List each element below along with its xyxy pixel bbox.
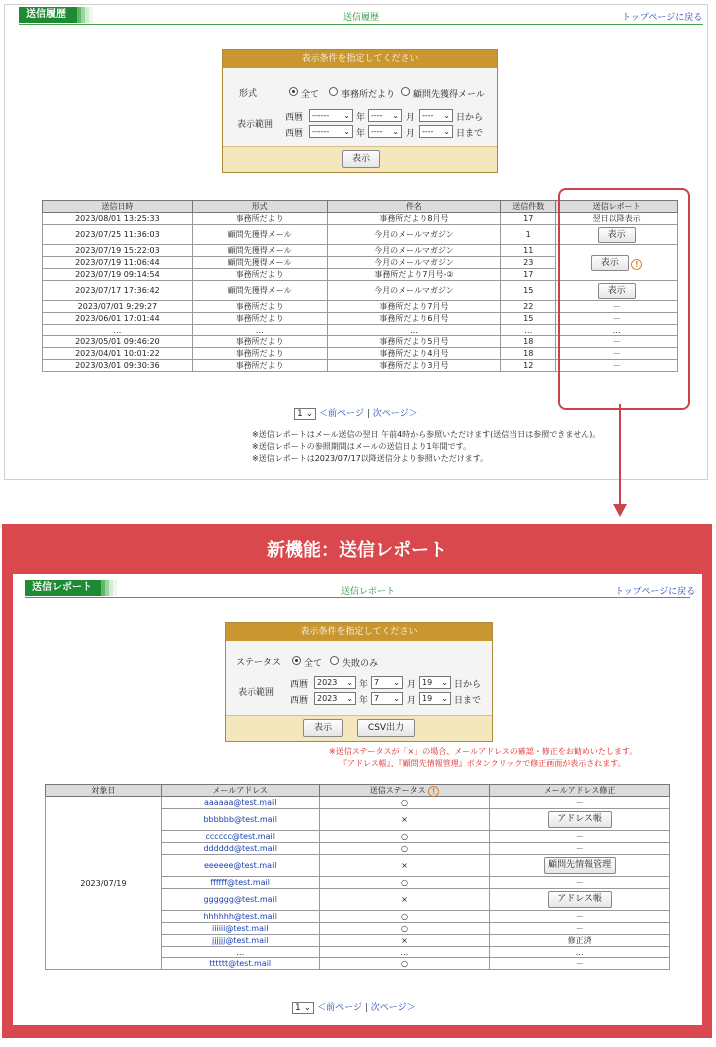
cell-report: 翌日以降表示 bbox=[556, 213, 678, 225]
cell-status: ○ bbox=[319, 843, 490, 855]
chevron-down-icon: ⌄ bbox=[392, 127, 399, 136]
next-page-link[interactable]: 次ページ＞ bbox=[372, 409, 418, 419]
cell-format: 顧問先獲得メール bbox=[192, 281, 327, 301]
cell-subject: 事務所だより4月号 bbox=[327, 348, 501, 360]
cell-report: － bbox=[556, 336, 678, 348]
condition-box bbox=[222, 49, 498, 173]
cell-subject: 事務所だより6月号 bbox=[327, 313, 501, 325]
from-day-select[interactable] bbox=[419, 109, 453, 122]
address-book-button[interactable]: アドレス帳 bbox=[548, 811, 612, 828]
day-to-label: 日まで bbox=[454, 696, 482, 706]
chevron-down-icon: ⌄ bbox=[393, 694, 400, 703]
tab-stripes bbox=[77, 7, 93, 23]
csv-export-button[interactable]: CSV出力 bbox=[357, 719, 415, 737]
page-title: 送信履歴 bbox=[343, 13, 380, 23]
from-year-select[interactable] bbox=[314, 676, 356, 689]
from-day-value: 19 bbox=[422, 678, 433, 687]
cell-format: 事務所だより bbox=[192, 269, 327, 281]
pager-separator: | bbox=[364, 1003, 368, 1013]
col-subject: 件名 bbox=[327, 201, 501, 213]
radio-client-mail[interactable] bbox=[401, 87, 410, 96]
cell-report: － bbox=[556, 313, 678, 325]
new-feature-panel bbox=[2, 524, 712, 1038]
email-link[interactable]: iiiiii@test.mail bbox=[212, 924, 269, 933]
cell-report: － bbox=[556, 348, 678, 360]
cell-email-fix: － bbox=[490, 911, 670, 923]
cell-email-fix: － bbox=[490, 877, 670, 889]
cell-email bbox=[161, 889, 319, 911]
from-day-value: ---- bbox=[422, 111, 434, 120]
cell-date: 2023/07/19 11:06:44 bbox=[43, 257, 193, 269]
cell-subject: 事務所だより8月号 bbox=[327, 213, 501, 225]
cell-email: … bbox=[161, 947, 319, 958]
cell-date: 2023/07/19 15:22:03 bbox=[43, 245, 193, 257]
report-column-highlight bbox=[558, 188, 690, 410]
report-show-button[interactable]: 表示 bbox=[598, 283, 636, 299]
year-unit-to: 年 bbox=[356, 129, 366, 139]
status-label: ステータス bbox=[236, 658, 281, 668]
cell-status: ○ bbox=[319, 911, 490, 923]
chevron-down-icon: ⌄ bbox=[346, 694, 353, 703]
show-button[interactable]: 表示 bbox=[303, 719, 343, 737]
radio-failed-only-label: 失敗のみ bbox=[342, 659, 379, 669]
radio-all-label: 全て bbox=[301, 90, 320, 100]
col-email: メールアドレス bbox=[161, 785, 319, 797]
condition-footer bbox=[223, 146, 497, 172]
era-label-from: 西暦 bbox=[290, 680, 309, 690]
cell-email bbox=[161, 809, 319, 831]
year-unit-from: 年 bbox=[356, 113, 366, 123]
client-info-button[interactable]: 顧問先情報管理 bbox=[544, 857, 616, 874]
day-from-label: 日から bbox=[454, 680, 482, 690]
to-year-value: ------ bbox=[312, 127, 330, 136]
from-year-value: 2023 bbox=[317, 678, 338, 687]
radio-all[interactable] bbox=[292, 656, 301, 665]
from-day-select[interactable] bbox=[419, 676, 451, 689]
cell-count: 1 bbox=[501, 225, 556, 245]
cell-email bbox=[161, 797, 319, 809]
radio-office-letter[interactable] bbox=[329, 87, 338, 96]
cell-status: ○ bbox=[319, 958, 490, 970]
condition-header: 表示条件を指定してください bbox=[223, 50, 497, 68]
col-status bbox=[319, 785, 490, 797]
day-from-label: 日から bbox=[456, 113, 484, 123]
cell-status: … bbox=[319, 947, 490, 958]
warning-icon: ! bbox=[428, 786, 439, 797]
email-link[interactable]: jjjjjj@test.mail bbox=[212, 936, 269, 945]
era-label-to: 西暦 bbox=[290, 696, 309, 706]
cell-email-fix: － bbox=[490, 923, 670, 935]
header-rule bbox=[19, 24, 703, 25]
cell-subject: 今月のメールマガジン bbox=[327, 281, 501, 301]
cell-status: × bbox=[319, 889, 490, 911]
cell-email-fix: － bbox=[490, 958, 670, 970]
col-count: 送信件数 bbox=[501, 201, 556, 213]
era-label-to: 西暦 bbox=[285, 129, 304, 139]
cell-report: － bbox=[556, 301, 678, 313]
year-unit-from: 年 bbox=[359, 680, 369, 690]
to-day-value: 19 bbox=[422, 694, 433, 703]
report-show-button[interactable]: 表示 bbox=[598, 227, 636, 243]
cell-format: 事務所だより bbox=[192, 313, 327, 325]
cell-count: 17 bbox=[501, 269, 556, 281]
cell-format: 顧問先獲得メール bbox=[192, 245, 327, 257]
cell-format: 顧問先獲得メール bbox=[192, 257, 327, 269]
cell-subject: 今月のメールマガジン bbox=[327, 245, 501, 257]
report-show-button[interactable]: 表示 bbox=[591, 255, 629, 271]
pager bbox=[294, 406, 418, 420]
chevron-down-icon: ⌄ bbox=[392, 111, 399, 120]
to-month-value: ---- bbox=[371, 127, 383, 136]
cell-subject: 事務所だより7月号 bbox=[327, 301, 501, 313]
month-unit-from: 月 bbox=[407, 680, 417, 690]
format-label: 形式 bbox=[239, 89, 258, 99]
page-number: 1 bbox=[297, 409, 303, 419]
chevron-down-icon: ⌄ bbox=[343, 111, 350, 120]
to-month-select[interactable] bbox=[368, 125, 402, 138]
new-feature-banner: 新機能：送信レポート bbox=[267, 540, 447, 561]
col-date: 送信日時 bbox=[43, 201, 193, 213]
note-3: ※送信レポートは2023/07/17以降送信分より参照いただけます。 bbox=[252, 454, 489, 463]
condition-footer bbox=[226, 715, 492, 741]
chevron-down-icon: ⌄ bbox=[443, 127, 450, 136]
note-2: ※送信レポートの参照期間はメールの送信日より1年間です。 bbox=[252, 442, 471, 451]
cell-date: 2023/07/19 09:14:54 bbox=[43, 269, 193, 281]
cell-email-fix: － bbox=[490, 831, 670, 843]
cell-status: ○ bbox=[319, 831, 490, 843]
cell-subject: 今月のメールマガジン bbox=[327, 225, 501, 245]
chevron-down-icon: ⌄ bbox=[346, 678, 353, 687]
cell-count: 11 bbox=[501, 245, 556, 257]
chevron-down-icon: ⌄ bbox=[441, 694, 448, 703]
page-tab bbox=[19, 7, 77, 23]
cell-date: 2023/04/01 10:01:22 bbox=[43, 348, 193, 360]
cell-date: … bbox=[43, 325, 193, 336]
page-select[interactable]: 1 ⌄ bbox=[292, 1002, 314, 1014]
to-day-value: ---- bbox=[422, 127, 434, 136]
month-unit-from: 月 bbox=[406, 113, 416, 123]
cell-format: 事務所だより bbox=[192, 360, 327, 372]
cell-format: 事務所だより bbox=[192, 348, 327, 360]
top-page-link[interactable]: トップページに戻る bbox=[615, 587, 696, 597]
month-unit-to: 月 bbox=[407, 696, 417, 706]
email-link[interactable]: hhhhhh@test.mail bbox=[203, 912, 277, 921]
cell-subject: … bbox=[327, 325, 501, 336]
condition-header: 表示条件を指定してください bbox=[226, 623, 492, 641]
cell-count: … bbox=[501, 325, 556, 336]
from-year-value: ------ bbox=[312, 111, 330, 120]
red-note-2: 『アドレス帳』、『顧問先情報管理』ボタンクリックで修正画面が表示されます。 bbox=[339, 759, 626, 768]
cell-report: … bbox=[556, 325, 678, 336]
year-unit-to: 年 bbox=[359, 696, 369, 706]
cell-status: ○ bbox=[319, 797, 490, 809]
page-tab bbox=[25, 580, 101, 596]
address-book-button[interactable]: アドレス帳 bbox=[548, 891, 612, 908]
cell-count: 18 bbox=[501, 336, 556, 348]
to-year-value: 2023 bbox=[317, 694, 338, 703]
radio-failed-only[interactable] bbox=[330, 656, 339, 665]
radio-all[interactable] bbox=[289, 87, 298, 96]
report-table-body bbox=[46, 797, 670, 970]
prev-page-link[interactable]: ＜前ページ bbox=[319, 409, 364, 419]
pager bbox=[292, 1000, 416, 1014]
condition-box bbox=[225, 622, 493, 742]
cell-email bbox=[161, 855, 319, 877]
col-format: 形式 bbox=[192, 201, 327, 213]
cell-count: 15 bbox=[501, 313, 556, 325]
to-day-select[interactable] bbox=[419, 125, 453, 138]
chevron-down-icon: ⌄ bbox=[441, 678, 448, 687]
cell-format: 事務所だより bbox=[192, 336, 327, 348]
email-link[interactable]: aaaaaa@test.mail bbox=[203, 798, 277, 807]
from-month-value: 7 bbox=[374, 678, 380, 687]
cell-count: 15 bbox=[501, 281, 556, 301]
cell-report: － bbox=[556, 360, 678, 372]
cell-status: × bbox=[319, 855, 490, 877]
cell-format: 事務所だより bbox=[192, 301, 327, 313]
show-button[interactable]: 表示 bbox=[342, 150, 380, 168]
range-label: 表示範囲 bbox=[238, 688, 275, 698]
cell-email bbox=[161, 843, 319, 855]
report-table bbox=[45, 784, 670, 970]
top-page-link[interactable]: トップページに戻る bbox=[622, 13, 703, 23]
cell-count: 12 bbox=[501, 360, 556, 372]
month-unit-to: 月 bbox=[406, 129, 416, 139]
report-row bbox=[46, 797, 670, 809]
cell-email-fix bbox=[490, 889, 670, 911]
from-year-select[interactable] bbox=[309, 109, 353, 122]
prev-page-link[interactable]: ＜前ページ bbox=[317, 1003, 362, 1013]
email-link[interactable]: cccccc@test.mail bbox=[205, 832, 275, 841]
cell-email-fix: 修正済 bbox=[490, 935, 670, 947]
cell-target-date: 2023/07/19 bbox=[46, 797, 162, 970]
page-tab-label: 送信レポート bbox=[32, 582, 92, 593]
cell-subject: 事務所だより7月号-② bbox=[327, 269, 501, 281]
radio-client-mail-label: 顧問先獲得メール bbox=[413, 90, 485, 100]
email-link[interactable]: gggggg@test.mail bbox=[203, 895, 277, 904]
to-year-select[interactable] bbox=[314, 692, 356, 705]
email-link[interactable]: bbbbbb@test.mail bbox=[203, 815, 277, 824]
cell-subject: 事務所だより5月号 bbox=[327, 336, 501, 348]
cell-date: 2023/07/01 9:29:27 bbox=[43, 301, 193, 313]
note-1: ※送信レポートはメール送信の翌日 午前4時から参照いただけます(送信当日は参照できません)。 bbox=[252, 430, 601, 439]
radio-office-letter-label: 事務所だより bbox=[341, 90, 396, 100]
cell-email-fix: － bbox=[490, 797, 670, 809]
page-tab-label: 送信履歴 bbox=[26, 9, 66, 20]
col-email-fix: メールアドレス修正 bbox=[490, 785, 670, 797]
cell-email bbox=[161, 877, 319, 889]
pager-separator: | bbox=[366, 409, 370, 419]
col-status-label: 送信ステータス bbox=[369, 786, 426, 795]
from-month-select[interactable] bbox=[371, 676, 403, 689]
col-report: 送信レポート bbox=[556, 201, 678, 213]
cell-status: × bbox=[319, 809, 490, 831]
email-link[interactable]: tttttt@test.mail bbox=[209, 959, 272, 968]
chevron-down-icon: ⌄ bbox=[443, 111, 450, 120]
cell-status: ○ bbox=[319, 877, 490, 889]
email-link[interactable]: ffffff@test.mail bbox=[210, 878, 271, 887]
cell-date: 2023/03/01 09:30:36 bbox=[43, 360, 193, 372]
cell-date: 2023/08/01 13:25:33 bbox=[43, 213, 193, 225]
cell-email bbox=[161, 911, 319, 923]
range-label: 表示範囲 bbox=[237, 120, 274, 130]
cell-date: 2023/07/25 11:36:03 bbox=[43, 225, 193, 245]
cell-email-fix bbox=[490, 809, 670, 831]
era-label-from: 西暦 bbox=[285, 113, 304, 123]
cell-subject: 事務所だより3月号 bbox=[327, 360, 501, 372]
arrow-down-icon bbox=[610, 404, 630, 518]
cell-status: ○ bbox=[319, 923, 490, 935]
to-day-select[interactable] bbox=[419, 692, 451, 705]
day-to-label: 日まで bbox=[456, 129, 484, 139]
email-link[interactable]: dddddd@test.mail bbox=[203, 844, 277, 853]
radio-all-label: 全て bbox=[304, 659, 323, 669]
cell-format: 顧問先獲得メール bbox=[192, 225, 327, 245]
chevron-down-icon: ⌄ bbox=[393, 678, 400, 687]
tab-stripes bbox=[101, 580, 117, 596]
old-screen-panel bbox=[4, 4, 708, 480]
from-month-select[interactable] bbox=[368, 109, 402, 122]
cell-subject: 今月のメールマガジン bbox=[327, 257, 501, 269]
cell-count: 22 bbox=[501, 301, 556, 313]
cell-count: 17 bbox=[501, 213, 556, 225]
cell-email-fix: － bbox=[490, 843, 670, 855]
red-note-1: ※送信ステータスが「×」の場合、メールアドレスの確認・修正をお勧めいたします。 bbox=[329, 747, 638, 756]
new-screen bbox=[13, 574, 702, 1025]
cell-email bbox=[161, 935, 319, 947]
cell-status: × bbox=[319, 935, 490, 947]
to-month-select[interactable] bbox=[371, 692, 403, 705]
chevron-down-icon: ⌄ bbox=[343, 127, 350, 136]
cell-count: 23 bbox=[501, 257, 556, 269]
email-link[interactable]: eeeeee@test.mail bbox=[203, 861, 277, 870]
cell-date: 2023/05/01 09:46:20 bbox=[43, 336, 193, 348]
cell-date: 2023/06/01 17:01:44 bbox=[43, 313, 193, 325]
page-number: 1 bbox=[295, 1003, 301, 1013]
cell-email bbox=[161, 958, 319, 970]
warning-icon: ! bbox=[631, 259, 642, 270]
cell-format: … bbox=[192, 325, 327, 336]
col-target-date: 対象日 bbox=[46, 785, 162, 797]
cell-format: 事務所だより bbox=[192, 213, 327, 225]
cell-date: 2023/07/17 17:36:42 bbox=[43, 281, 193, 301]
next-page-link[interactable]: 次ページ＞ bbox=[370, 1003, 416, 1013]
page-title: 送信レポート bbox=[341, 587, 396, 597]
cell-email bbox=[161, 831, 319, 843]
header-rule bbox=[25, 597, 690, 598]
from-month-value: ---- bbox=[371, 111, 383, 120]
to-month-value: 7 bbox=[374, 694, 380, 703]
cell-email-fix: … bbox=[490, 947, 670, 958]
cell-email bbox=[161, 923, 319, 935]
cell-email-fix bbox=[490, 855, 670, 877]
cell-count: 18 bbox=[501, 348, 556, 360]
to-year-select[interactable] bbox=[309, 125, 353, 138]
page-select[interactable]: 1 ⌄ bbox=[294, 408, 316, 420]
